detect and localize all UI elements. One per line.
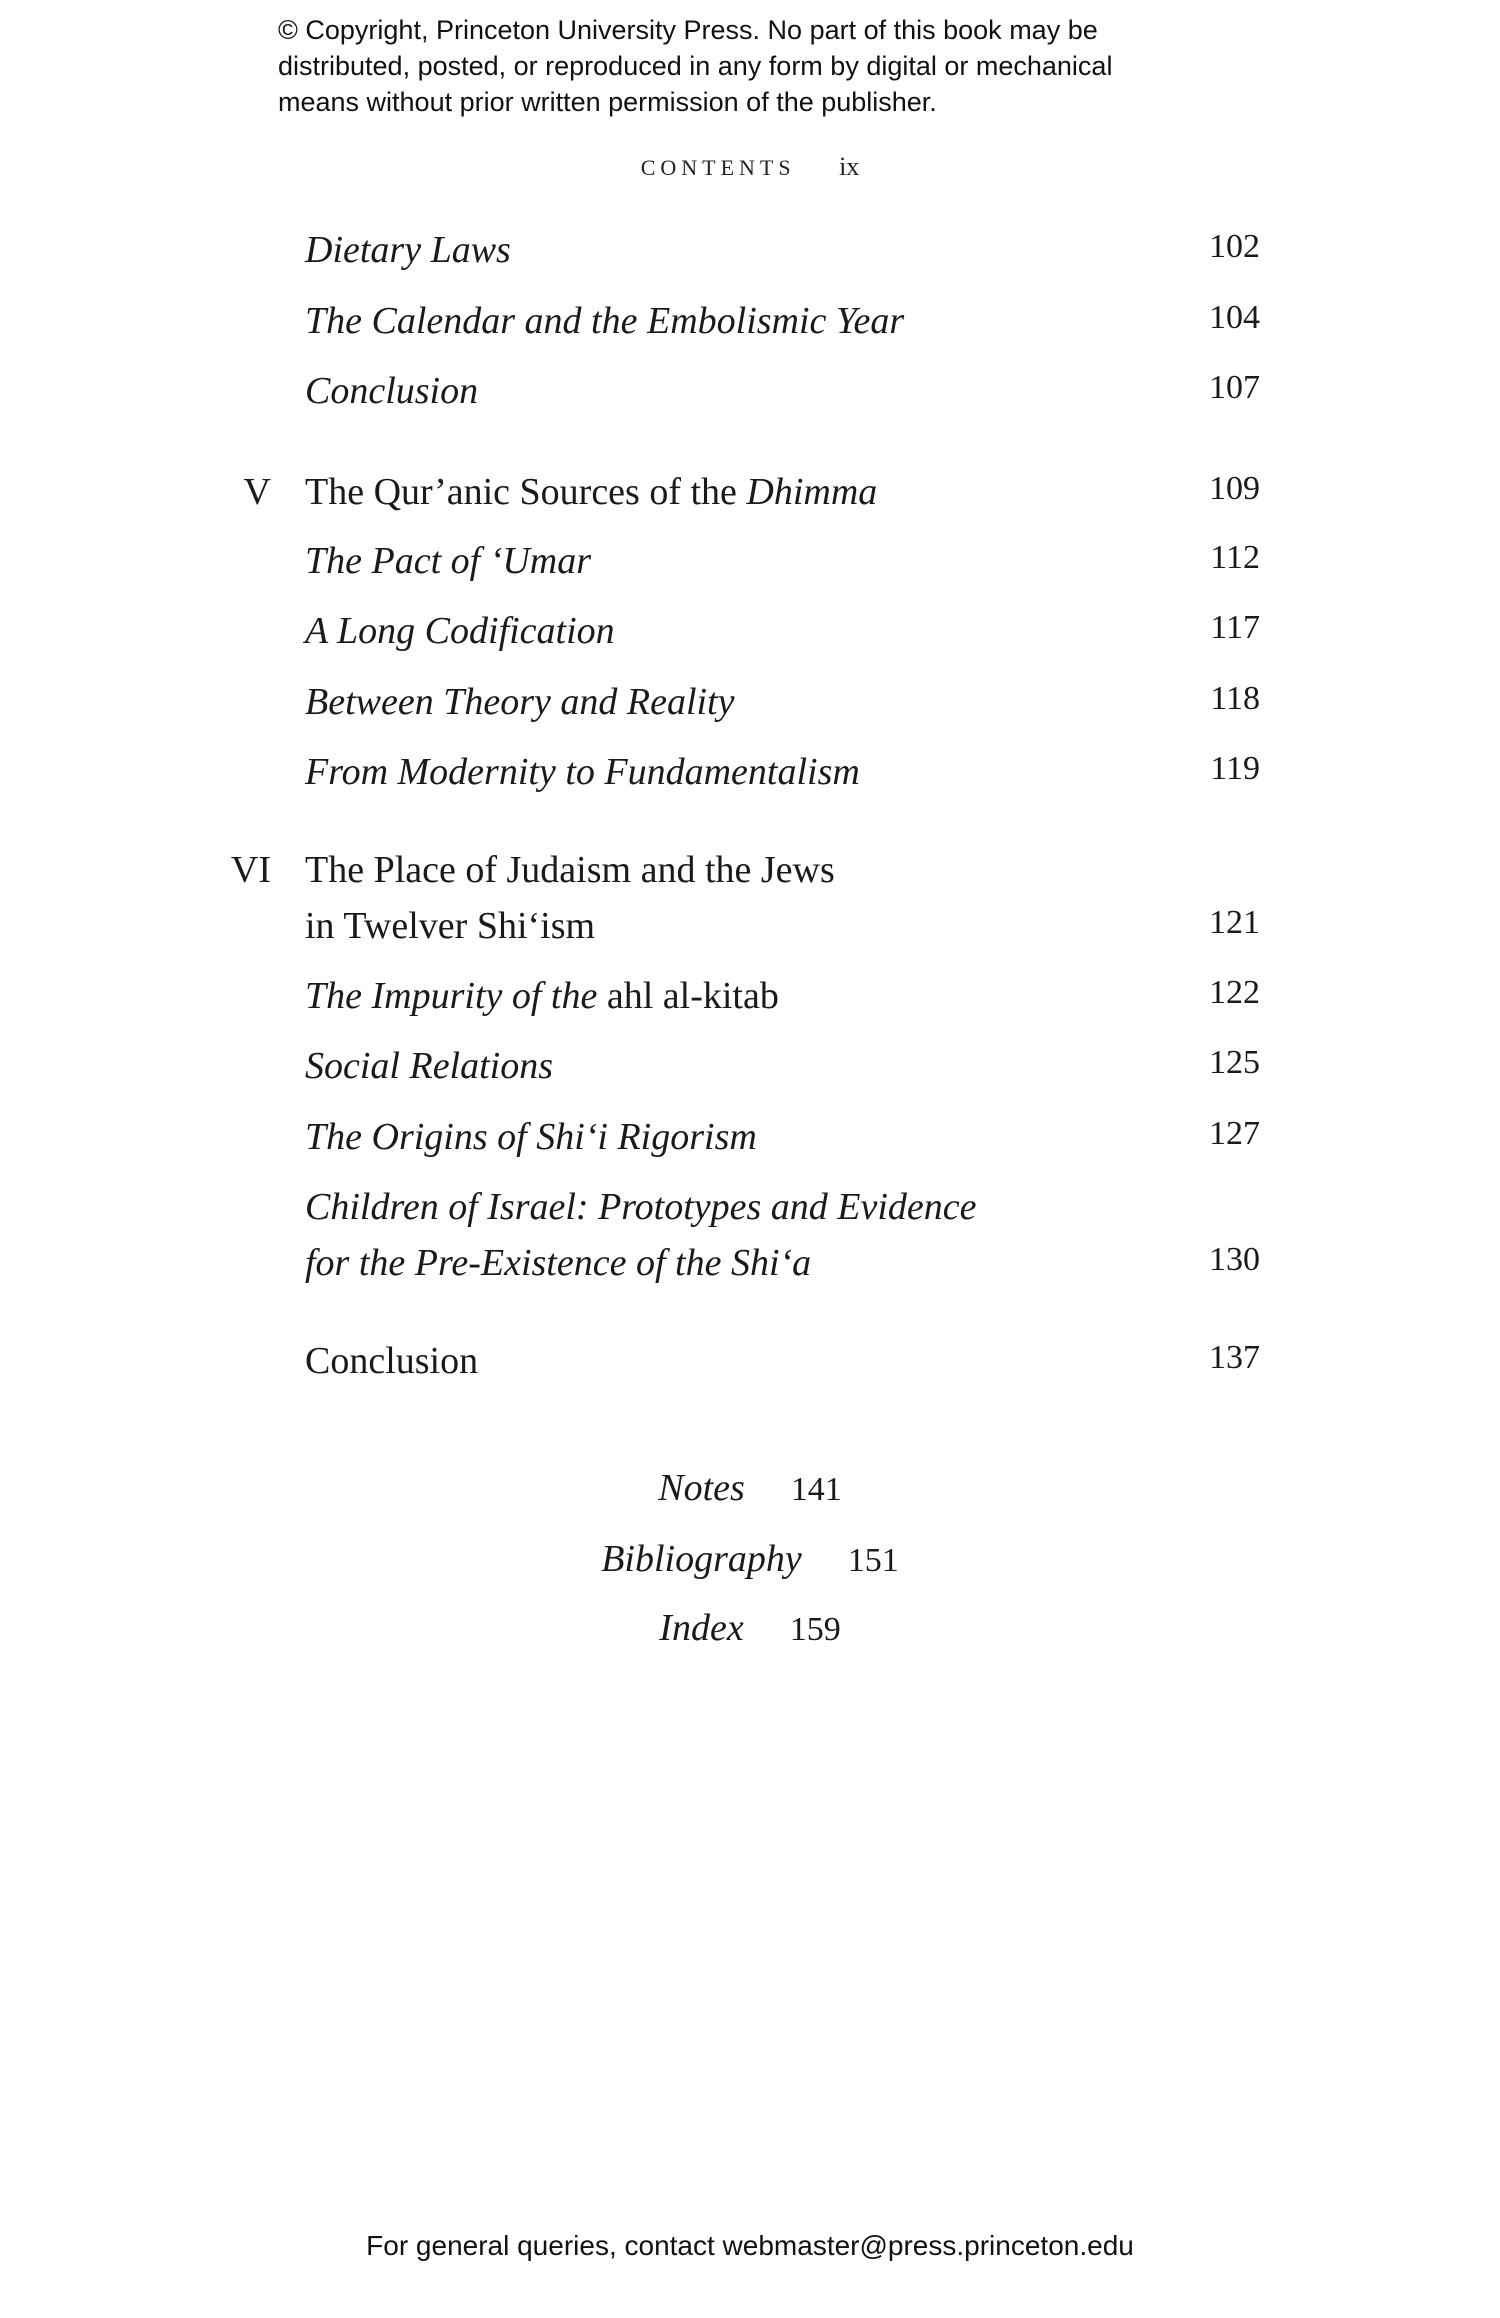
toc-entry-title: The Origins of Shi‘i Rigorism — [305, 1116, 757, 1158]
toc-entry-page: 121 — [1209, 904, 1260, 941]
backmatter-title: Bibliography — [601, 1538, 802, 1580]
toc-entry-title: Social Relations — [305, 1045, 554, 1087]
backmatter-page: 159 — [789, 1611, 841, 1648]
toc-entry-title — [305, 470, 877, 514]
toc-entry-title: Conclusion — [305, 1340, 479, 1382]
toc-entry-title: From Modernity to Fundamentalism — [305, 751, 860, 793]
copyright-line: distributed, posted, or reproduced in any form by digital or mechanical — [278, 51, 1113, 81]
toc-entry-title — [305, 974, 779, 1018]
running-head-label: CONTENTS — [640, 155, 796, 180]
toc-entry-title: Dietary Laws — [305, 229, 511, 271]
backmatter-page: 141 — [790, 1471, 842, 1508]
toc-entry-title-line1: Children of Israel: Prototypes and Evidence — [305, 1186, 977, 1228]
toc-entry-page: 109 — [1209, 470, 1260, 507]
backmatter-page: 151 — [847, 1542, 899, 1579]
toc-entry-title: Between Theory and Reality — [305, 681, 735, 723]
toc-entry-title-line2: for the Pre-Existence of the Shi‘a — [305, 1242, 812, 1284]
backmatter-entry-bibliography[interactable] — [0, 1537, 1500, 1581]
toc-entry-page: 117 — [1210, 609, 1260, 646]
toc-entry-page: 137 — [1209, 1339, 1260, 1376]
chapter-number: VI — [230, 849, 271, 891]
backmatter-title: Notes — [658, 1467, 745, 1509]
toc-entry-title: The Pact of ‘Umar — [305, 540, 592, 582]
toc-entry-page: 102 — [1209, 228, 1260, 265]
toc-entry-page: 107 — [1209, 369, 1260, 406]
toc-entry-page: 130 — [1209, 1241, 1260, 1278]
toc-entry-title-line1: The Place of Judaism and the Jews — [305, 849, 835, 891]
toc-entry-title-line2: in Twelver Shi‘ism — [305, 905, 596, 947]
backmatter-entry-notes[interactable] — [0, 1466, 1500, 1510]
toc-entry-page: 118 — [1210, 680, 1260, 717]
title-part: ahl al-kitab — [606, 975, 779, 1017]
copyright-line: © Copyright, Princeton University Press. No part of this book may be — [278, 15, 1098, 45]
toc-entry-page: 125 — [1209, 1044, 1260, 1081]
copyright-line: means without prior written permission of the publisher. — [278, 87, 937, 117]
toc-entry-title: The Calendar and the Embolismic Year — [305, 300, 905, 342]
copyright-notice — [278, 12, 1278, 120]
toc-entry-page: 127 — [1209, 1115, 1260, 1152]
chapter-number: V — [243, 471, 271, 513]
title-part-italic: The Impurity of the — [305, 975, 607, 1017]
toc-entry-page: 104 — [1209, 299, 1260, 336]
toc-entry-page: 122 — [1209, 974, 1260, 1011]
toc-entry-page: 112 — [1210, 539, 1260, 576]
backmatter-title: Index — [659, 1607, 744, 1649]
footer-contact: For general queries, contact webmaster@press.princeton.edu — [366, 2230, 1134, 2261]
running-head — [0, 152, 1500, 182]
title-part-italic: Dhimma — [746, 471, 878, 513]
toc-entry-title: Conclusion — [305, 370, 479, 412]
backmatter-entry-index[interactable] — [0, 1606, 1500, 1650]
toc-entry-title: A Long Codification — [305, 610, 615, 652]
page-folio: ix — [839, 152, 860, 181]
toc-entry-page: 119 — [1210, 750, 1260, 787]
title-part: The Qur’anic Sources of the — [305, 471, 747, 513]
